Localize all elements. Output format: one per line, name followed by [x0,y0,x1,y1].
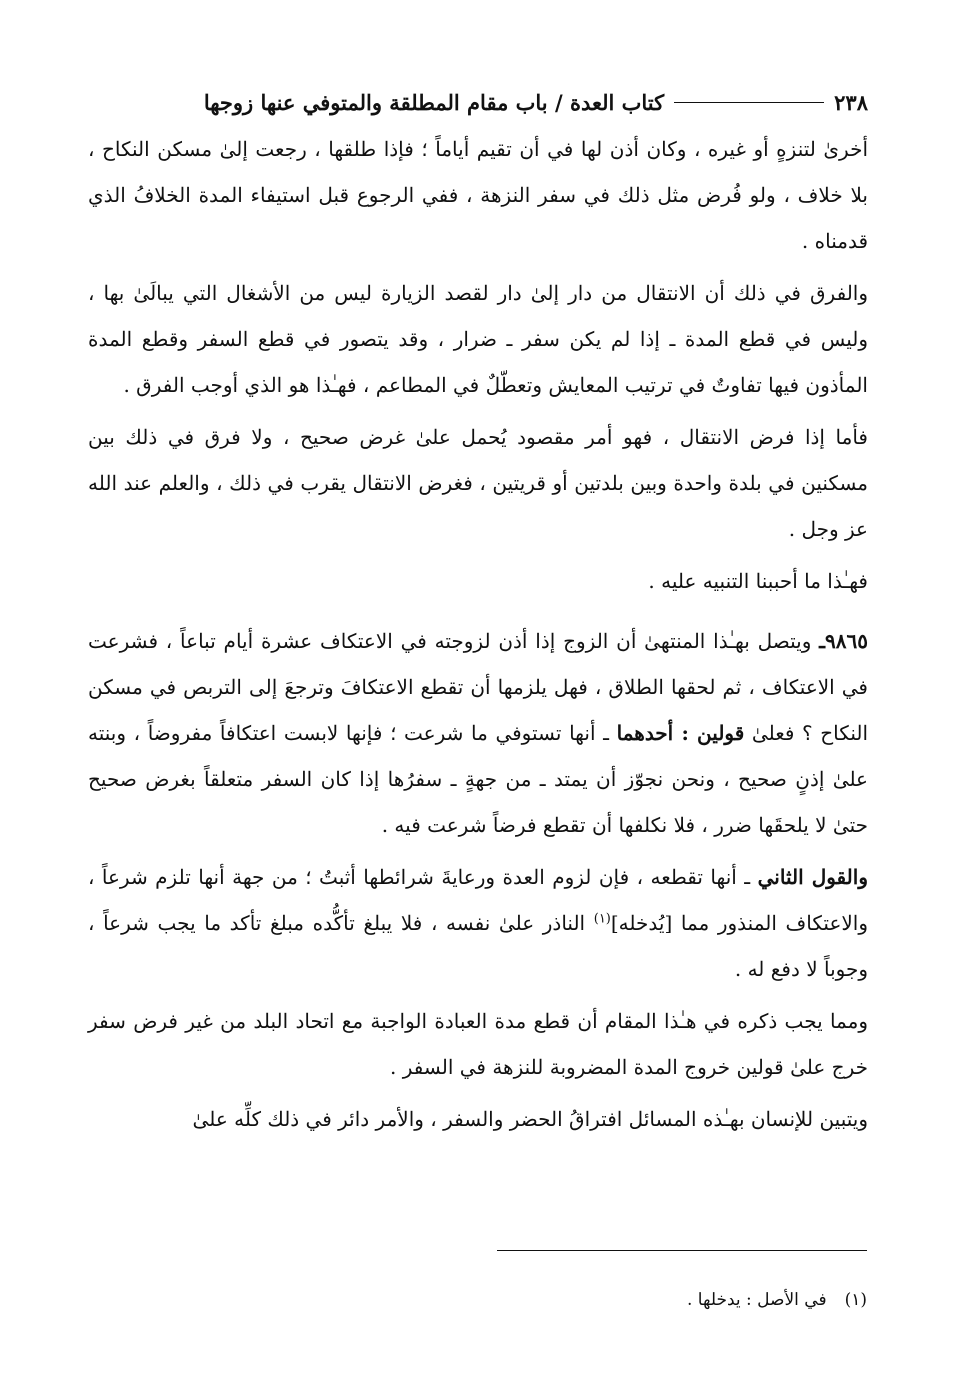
book-page [88,82,868,1148]
paragraph-2: والفرق في ذلك أن الانتقال من دار إلىٰ دار لقصد الزيارة ليس من الأشغال التي يبالَىٰ بها ، وليس في قطع المدة ـ إذا لم يكن سفر ـ ضرار ، وقد يتصور في قطع السفر وقطع المدة المأذون فيها تفاوتٌ في ترتيب المعايش وتعطّلٌ في المطاعم ، فهـٰذا هو الذي أوجب الفرق . [88,281,868,397]
footnote [87,1285,867,1315]
chapter-title: كتاب العدة / باب مقام المطلقة والمتوفي عنها زوجها [203,89,665,115]
closing-paragraph-2: ويتبين للإنسان بهـٰذه المسائل افتراقُ الحضر والسفر ، والأمر دائر في ذلك كلِّه علىٰ [192,1107,868,1131]
issue-paragraph [88,618,868,848]
second-opinion-text-2: الناذر علىٰ نفسه ، فلا يبلغ تأكُّده مبلغ تأكد ما يجب شرعاً ، وجوباً لا دفع له . [88,911,868,981]
issue-number: ٩٨٦٥ـ [819,629,868,653]
second-opinion-heading: والقول الثاني [757,865,868,889]
footnote-reference[interactable]: (١) [593,911,611,927]
closing-paragraph-1: ومما يجب ذكره في هـٰذا المقام أن قطع مدة العبادة الواجبة مع اتحاد البلد من غير فرض سفر خرج علىٰ قولين خروج المدة المضروبة للنزهة في السفر . [88,1009,868,1079]
issue-bold-opinions: قولين : أحدهما [616,721,745,745]
second-opinion-text-1: ـ أنها تقطعه ، فإن لزوم العدة ورعايةَ شرائطها أثبتُ ؛ من جهة أنها تلزم شرعاً ، والاعتكاف المنذور مما [يُدخله] [88,865,869,935]
paragraph-3: فأما إذا فرض الانتقال ، فهو أمر مقصود يُحمل علىٰ غرض صحيح ، ولا فرق في ذلك بين مسكنين في بلدة واحدة وبين بلدتين أو قريتين ، فغرض الانتقال يقرب في ذلك ، والعلم عند الله عز وجل . [88,425,868,541]
issue-text-1: ويتصل بهـٰذا المنتهىٰ أن الزوج إذا أذن لزوجته في الاعتكاف عشرة أيام تباعاً ، فشرعت في الاعتكاف ، ثم لحقها الطلاق ، فهل يلزمها أن تقطع الاعتكافَ وترجعَ إلى التربص في مسكن النكاح ؟ فعلىٰ [88,629,869,745]
paragraph-1: أخرىٰ لتنزهٍ أو غيره ، وكان أذن لها في أن تقيم أياماً ؛ فإذا طلقها ، رجعت إلىٰ مسكن النكاح ، بلا خلاف ، ولو فُرض مثل ذلك في سفر النزهة ، ففي الرجوع قبل استيفاء المدة الخلافُ الذي قدمناه . [88,137,868,253]
page-number: ٢٣٨ [834,89,868,115]
paragraph-4: فهـٰذا ما أحببنا التنبيه عليه . [648,569,868,593]
second-opinion-paragraph [88,854,868,992]
footnote-text: في الأصل : يدخلها . [687,1290,827,1310]
issue-text-2: ـ أنها تستوفي ما شرعت ؛ فإنها لابست اعتكافاً مفروضاً ، وبنته علىٰ إذنٍ صحيح ، ونحن نجوّز أن يمتد ـ من جهةٍ ـ سفرُها إذا كان السفر متعلقاً بغرض صحيح حتىٰ لا يلحقَها ضرر ، فلا نكلفها أن تقطع فرضاً شرعت فيه . [88,721,868,837]
footnote-number: (١) [844,1290,867,1310]
header-rule [674,102,824,103]
running-header [88,82,868,122]
footnote-separator [497,1250,867,1251]
